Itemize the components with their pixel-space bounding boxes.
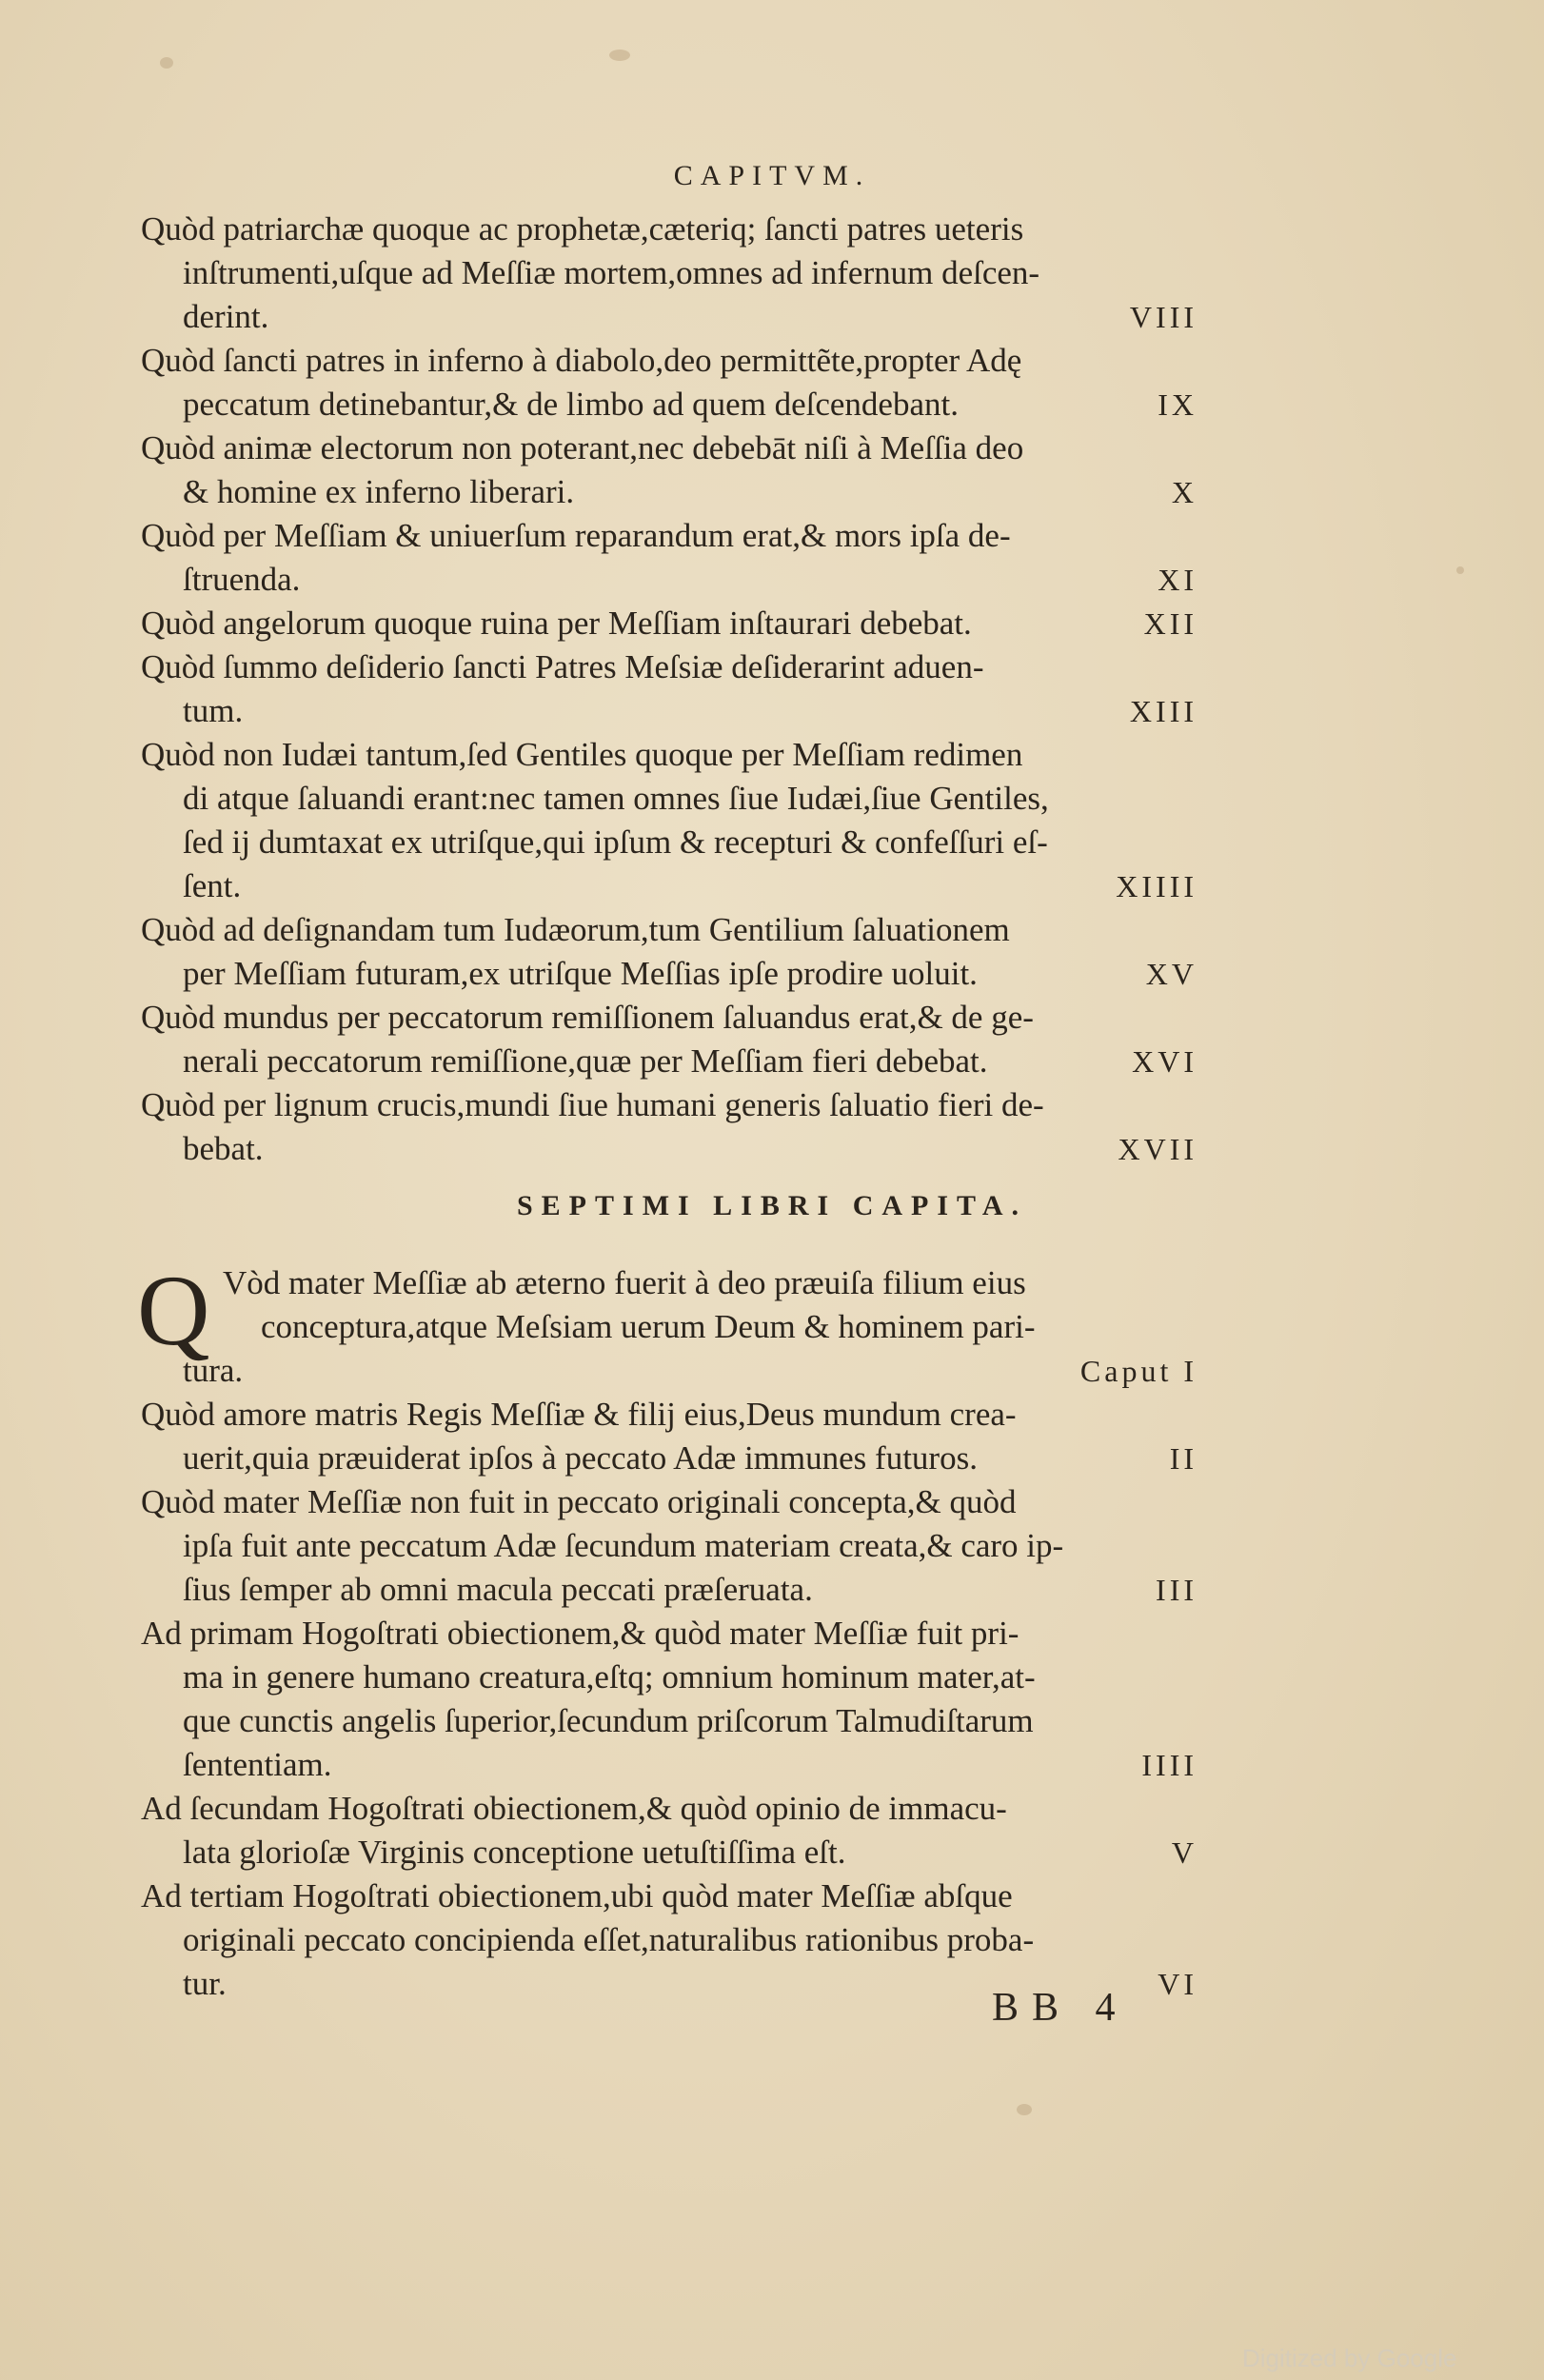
entry-line: Quòd mundus per peccatorum remiſſionem ſaluandus erat,& de ge- [141, 999, 1034, 1036]
section-title: SEPTIMI LIBRI CAPITA. [516, 1190, 1027, 1221]
chapter-number: VI [1158, 1967, 1198, 2001]
entry-line: bebat. [183, 1130, 264, 1167]
chapter-number: XIIII [1116, 869, 1198, 903]
entry-line: ſtruenda. [183, 561, 301, 598]
chapter-entry [141, 514, 1207, 602]
chapter-number: VIII [1129, 300, 1198, 334]
entry-line: peccatum detinebantur,& de limbo ad quem deſcendebant. [183, 386, 959, 423]
chapter-entry [141, 908, 1207, 996]
entry-line: Quòd ſancti patres in inferno à diabolo,deo permittẽte,propter Adę [141, 342, 1022, 379]
entry-line: Quòd ſummo deſiderio ſancti Patres Meſsiæ deſiderarint aduen- [141, 648, 984, 685]
entry-line: ma in genere humano creatura,eſtq; omnium hominum mater,at- [183, 1658, 1036, 1696]
chapter-entry [141, 645, 1207, 733]
entry-line: Vòd mater Meſſiæ ab æterno fuerit à deo præuiſa filium eius [223, 1264, 1026, 1301]
entry-line: Ad ſecundam Hogoſtrati obiectionem,& quòd opinio de immacu- [141, 1790, 1007, 1827]
entry-line: Ad tertiam Hogoſtrati obiectionem,ubi quòd mater Meſſiæ abſque [141, 1877, 1013, 1914]
entry-line: Quòd angelorum quoque ruina per Meſſiam inſtaurari debebat. [141, 605, 972, 642]
ink-spot [1456, 566, 1464, 574]
entry-line: tur. [183, 1965, 227, 2002]
chapter-list-book-six [141, 208, 1207, 1171]
entry-line: tum. [183, 692, 244, 729]
chapter-number: XII [1143, 606, 1198, 641]
entry-line: derint. [183, 298, 269, 335]
chapter-number: XV [1145, 957, 1198, 991]
chapter-entry [141, 1480, 1207, 1612]
chapter-entry-dropcap [137, 1255, 1207, 1393]
entry-line: uerit,quia præuiderat ipſos à peccato Adæ immunes futuros. [183, 1439, 978, 1477]
chapter-number: Caput I [1079, 1354, 1198, 1388]
entry-line: conceptura,atque Meſsiam uerum Deum & hominem pari- [261, 1308, 1036, 1345]
watermark: Digitized by Google [1242, 2344, 1457, 2372]
chapter-number: III [1156, 1573, 1198, 1607]
chapter-entry [141, 602, 1207, 645]
entry-line: per Meſſiam futuram,ex utriſque Meſſias ipſe prodire uoluit. [183, 955, 978, 992]
entry-line: di atque ſaluandi erant:nec tamen omnes ſiue Iudæi,ſiue Gentiles, [183, 780, 1049, 817]
chapter-entry [141, 1393, 1207, 1480]
entry-line: Quòd per Meſſiam & uniuerſum reparandum erat,& mors ipſa de- [141, 517, 1011, 554]
chapter-number: XI [1158, 563, 1198, 597]
entry-line: Quòd mater Meſſiæ non fuit in peccato originali concepta,& quòd [141, 1483, 1017, 1520]
entry-line: Ad primam Hogoſtrati obiectionem,& quòd mater Meſſiæ fuit pri- [141, 1615, 1019, 1652]
dropcap-letter: Q [137, 1255, 210, 1366]
chapter-number: X [1171, 475, 1198, 509]
entry-line: Quòd patriarchæ quoque ac prophetæ,cæteriq; ſancti patres ueteris [141, 210, 1024, 248]
chapter-entry [141, 996, 1207, 1083]
entry-line: Quòd non Iudæi tantum,ſed Gentiles quoque per Meſſiam redimen [141, 736, 1023, 773]
chapter-number: V [1171, 1835, 1198, 1870]
chapter-list-book-seven [137, 1255, 1207, 2006]
page-header: CAPITVM. [673, 160, 871, 191]
entry-line: ipſa fuit ante peccatum Adæ ſecundum materiam creata,& caro ip- [183, 1527, 1064, 1564]
entry-line: ſent. [183, 867, 242, 904]
entry-line: Quòd animæ electorum non poterant,nec debebāt niſi à Meſſia deo [141, 429, 1024, 466]
chapter-entry [141, 1612, 1207, 1787]
chapter-entry [141, 339, 1207, 426]
entry-line: Quòd amore matris Regis Meſſiæ & filij eius,Deus mundum crea- [141, 1396, 1017, 1433]
chapter-number: XVII [1118, 1132, 1198, 1166]
ink-spot [609, 50, 630, 61]
entry-line: Quòd per lignum crucis,mundi ſiue humani generis ſaluatio fieri de- [141, 1086, 1044, 1123]
ink-spot [160, 57, 173, 69]
entry-line: ſed ij dumtaxat ex utriſque,qui ipſum & recepturi & confeſſuri eſ- [183, 823, 1048, 861]
entry-line: lata glorioſæ Virginis conceptione uetuſtiſſima eſt. [183, 1834, 846, 1871]
chapter-number: II [1169, 1441, 1198, 1476]
ink-spot [1017, 2104, 1032, 2115]
entry-line: ſententiam. [183, 1746, 332, 1783]
entry-line: & homine ex inferno liberari. [183, 473, 575, 510]
chapter-entry [141, 1787, 1207, 1874]
chapter-number: XVI [1132, 1044, 1198, 1079]
chapter-entry [141, 733, 1207, 908]
entry-line: ſius ſemper ab omni macula peccati præſeruata. [183, 1571, 813, 1608]
chapter-entry [141, 426, 1207, 514]
entry-line: inſtrumenti,uſque ad Meſſiæ mortem,omnes ad infernum deſcen- [183, 254, 1040, 291]
chapter-entry [141, 1083, 1207, 1171]
entry-line: Quòd ad deſignandam tum Iudæorum,tum Gentilium ſaluationem [141, 911, 1010, 948]
chapter-number: XIII [1129, 694, 1198, 728]
entry-line: originali peccato concipienda eſſet,naturalibus rationibus proba- [183, 1921, 1035, 1958]
entry-line: que cunctis angelis ſuperior,ſecundum priſcorum Talmudiſtarum [183, 1702, 1034, 1739]
chapter-list-rest [141, 1393, 1207, 2006]
chapter-number: IX [1158, 387, 1198, 422]
chapter-entry [141, 208, 1207, 339]
signature-mark: BB 4 [992, 1986, 1129, 2030]
entry-line: nerali peccatorum remiſſione,quæ per Meſſiam fieri debebat. [183, 1042, 988, 1080]
chapter-number: IIII [1141, 1748, 1198, 1782]
entry-line: tura. [183, 1352, 244, 1389]
